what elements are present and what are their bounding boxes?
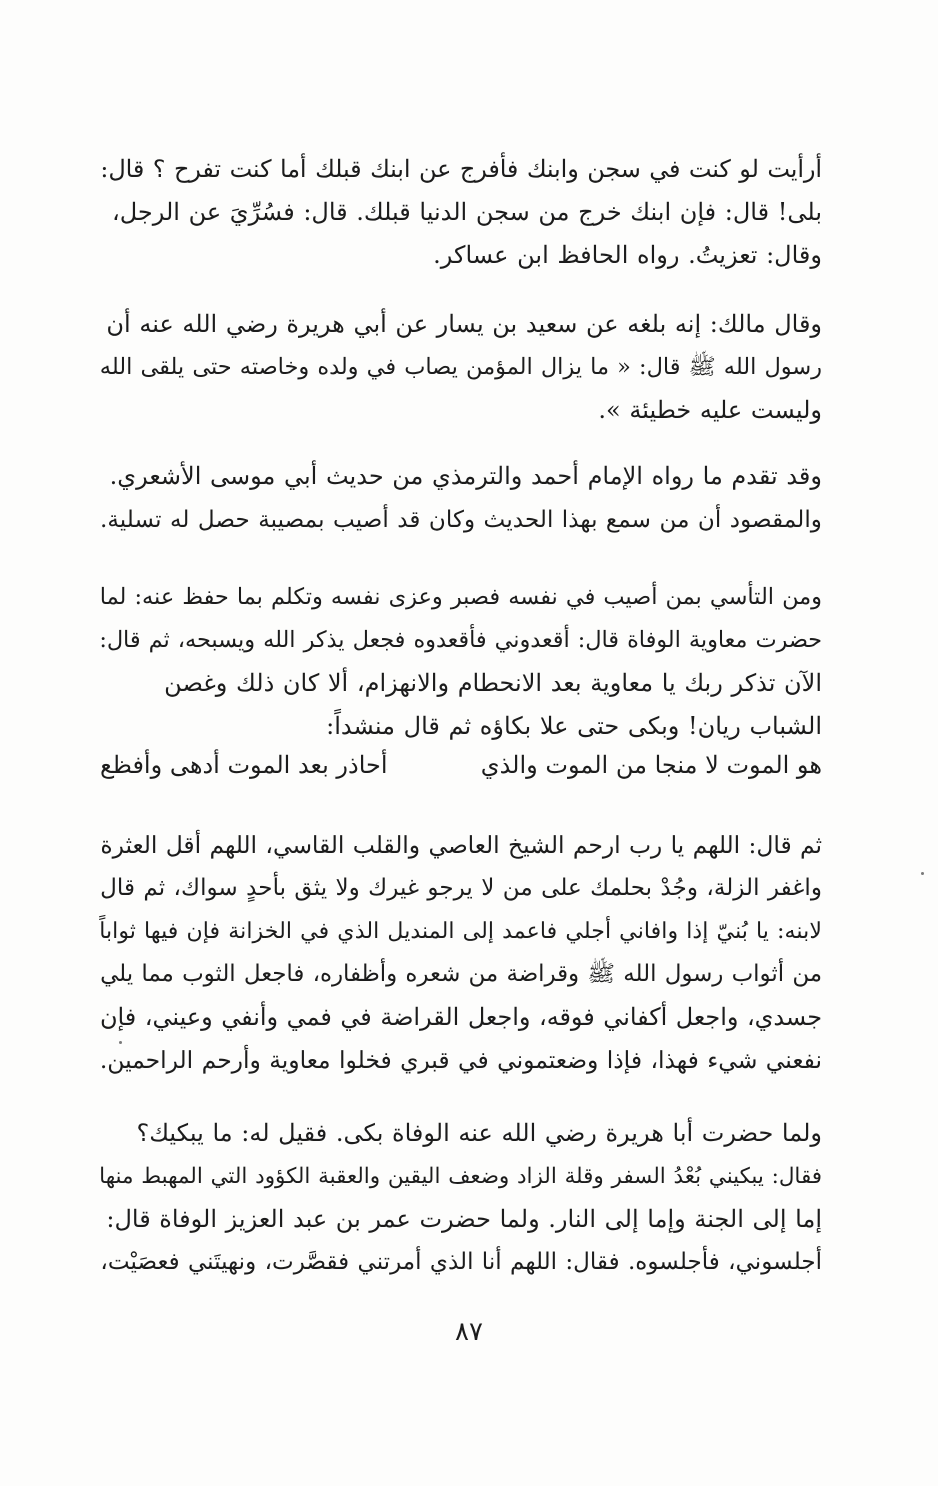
verse-second-hemistich: أحاذر بعد الموت أدهى وأفظع [100, 751, 388, 779]
page-number: ٨٧ [455, 1317, 483, 1347]
poetry-verse [100, 742, 822, 788]
text-line: والمقصود أن من سمع بهذا الحديث وكان قد أصيب بمصيبة حصل له تسلية. [99, 506, 822, 533]
text-line: نفعني شيء فهذا، فإذا وضعتموني في قبري فخلوا معاوية وأرحم الراحمين. [99, 1046, 822, 1074]
text-line: الشباب ريان! وبكى حتى علا بكاؤه ثم قال منشداً: [326, 712, 822, 740]
paragraph-text [100, 1112, 822, 1284]
text-line: وليست عليه خطيئة ». [598, 396, 822, 424]
paragraph-malik-hadith [100, 303, 822, 432]
text-line: ومن التأسي بمن أصيب في نفسه فصبر وعزى نفسه وتكلم بما حفظ عنه: لما [99, 584, 822, 610]
text-line: جسدي، واجعل أكفاني فوقه، واجعل القراضة في فمي وأنفي وعيني، فإن [99, 1003, 822, 1031]
text-line: الآن تذكر ربك يا معاوية بعد الانحطام والانهزام، ألا كان ذلك وغصن [164, 669, 822, 697]
paragraph-text [100, 148, 822, 277]
paragraph-text [100, 576, 822, 748]
text-line: وقال مالك: إنه بلغه عن سعيد بن يسار عن أبي هريرة رضي الله عنه أن [106, 310, 822, 338]
scan-speck [119, 1041, 122, 1044]
text-line: بلى! قال: فإن ابنك خرج من سجن الدنيا قبلك. قال: فسُرِّيَ عن الرجل، [111, 198, 822, 226]
paragraph-abu-hurayra [100, 1112, 822, 1284]
text-line: حضرت معاوية الوفاة قال: أقعدوني فأقعدوه فجعل يذكر الله ويسبحه، ثم قال: [99, 627, 822, 653]
text-line: أرأيت لو كنت في سجن وابنك فأفرج عن ابنك قبلك أما كنت تفرح ؟ قال: [100, 155, 822, 183]
verse-first-hemistich: هو الموت لا منجا من الموت والذي [480, 751, 822, 779]
text-line: لابنه: يا بُنيّ إذا وافاني أجلي فاعمد إلى المنديل الذي في الخزانة فإن فيها ثواباً [99, 918, 822, 944]
paragraph-muawiya [100, 576, 822, 748]
text-line: وقد تقدم ما رواه الإمام أحمد والترمذي من حديث أبي موسى الأشعري. [109, 462, 822, 490]
text-line: وقال: تعزيتُ. رواه الحافظ ابن عساكر. [433, 241, 822, 269]
text-line: إما إلى الجنة وإما إلى النار. ولما حضرت عمر بن عبد العزيز الوفاة قال: [106, 1205, 822, 1233]
paragraph-abu-musa [100, 455, 822, 541]
text-line: ولما حضرت أبا هريرة رضي الله عنه الوفاة بكى. فقيل له: ما يبكيك؟ [136, 1119, 822, 1147]
paragraph-muawiya-prayer [100, 824, 822, 1082]
text-line: أجلسوني، فأجلسوه. فقال: اللهم أنا الذي أمرتني فقصَّرت، ونهيتَني فعصَيْت، [100, 1249, 822, 1275]
paragraph-text [100, 824, 822, 1082]
paragraph-ibn-asakir [100, 148, 822, 277]
text-line: ثم قال: اللهم يا رب ارحم الشيخ العاصي والقلب القاسي، اللهم أقل العثرة [100, 832, 822, 859]
paragraph-text [100, 303, 822, 432]
text-line: فقال: يبكيني بُعْدُ السفر وقلة الزاد وضعف اليقين والعقبة الكؤود التي المهبط منها [99, 1164, 822, 1189]
text-line: من أثواب رسول الله ﷺ وقراضة من شعره وأظفاره، فاجعل الثوب مما يلي [100, 961, 822, 987]
text-line: رسول الله ﷺ قال: « ما يزال المؤمن يصاب في ولده وخاصته حتى يلقى الله [99, 354, 822, 380]
paragraph-text [100, 455, 822, 541]
scan-speck [921, 872, 924, 875]
text-line: واغفر الزلة، وجُدْ بحلمك على من لا يرجو غيرك ولا يثق بأحدٍ سواك، ثم قال [100, 875, 822, 901]
